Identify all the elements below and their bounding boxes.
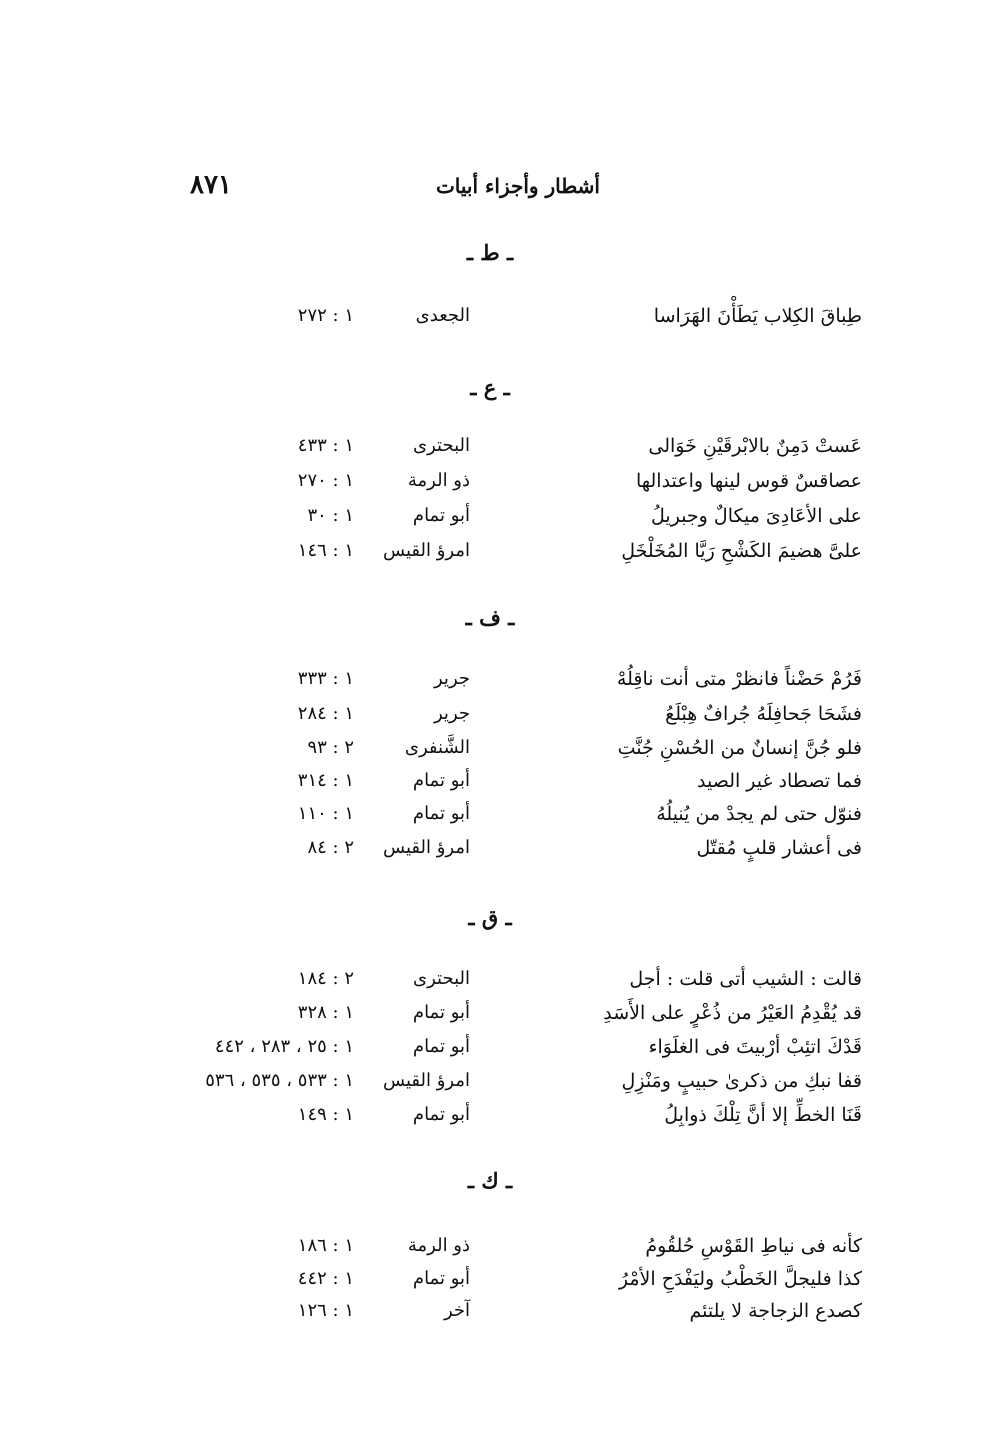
page-header (190, 170, 600, 210)
page-reference: ٢ : ١٨٤ (297, 968, 354, 989)
page-reference: ١ : ١٨٦ (297, 1235, 354, 1256)
poet-name: البحترى (413, 435, 470, 456)
verse-fragment: علىَّ هضيمَ الكَشْحِ رَيَّا المُخَلْخَلِ (621, 540, 862, 562)
index-row (150, 1104, 862, 1134)
verse-fragment: فشَحَا جَحافِلَهُ جُرافٌ هِبْلَعُ (665, 703, 862, 725)
poet-name: البحترى (413, 968, 470, 989)
verse-fragment: كصدع الزجاجة لا يلتئم (689, 1300, 862, 1322)
page-reference: ١ : ١٢٦ (297, 1300, 354, 1321)
poet-name: ذو الرمة (407, 1235, 470, 1256)
poet-name: أبو تمام (412, 1104, 470, 1125)
verse-fragment: قَدْكَ اتئِبْ أرْبيتَ فى الغلَوَاء (648, 1036, 862, 1058)
page-reference: ١ : ٢٧٠ (297, 470, 354, 491)
poet-name: آخر (443, 1300, 470, 1321)
poet-name: أبو تمام (412, 505, 470, 526)
poet-name: جرير (434, 668, 470, 689)
page-reference: ١ : ٣٣٣ (297, 668, 354, 689)
verse-fragment: طِباقَ الكِلاب يَطَأْنَ الهَرَاسا (653, 305, 862, 327)
index-row (150, 540, 862, 570)
page-reference: ١ : ٤٣٣ (297, 435, 354, 456)
poet-name: أبو تمام (412, 770, 470, 791)
page-reference: ١ : ٣٠ (307, 505, 354, 526)
index-row (150, 1268, 862, 1298)
index-row (150, 1002, 862, 1032)
section-heading-fa: ـ ف ـ (465, 605, 515, 630)
index-row (150, 737, 862, 767)
page-reference: ٢ : ٩٣ (307, 737, 354, 758)
page-reference: ١ : ١١٠ (297, 803, 354, 824)
verse-fragment: فنوّل حتى لم يجدْ من يُنيلُهُ (656, 803, 862, 825)
page-reference: ١ : ٢٥ ، ٢٨٣ ، ٤٤٢ (214, 1036, 354, 1057)
page-reference: ١ : ٣١٤ (297, 770, 354, 791)
index-row (150, 803, 862, 833)
index-row (150, 837, 862, 867)
index-row (150, 305, 862, 335)
verse-fragment: قفا نبكِ من ذكرىٰ حبيبٍ ومَنْزِلِ (621, 1070, 862, 1092)
index-row (150, 668, 862, 698)
poet-name: أبو تمام (412, 1268, 470, 1289)
verse-fragment: كذا فليجلَّ الخَطْبُ وليَفْدَحِ الأمْرُ (618, 1268, 862, 1290)
verse-fragment: قالت : الشيب أتى قلت : أجل (629, 968, 862, 990)
verse-fragment: فى أعشار قلبٍ مُقتّل (696, 837, 862, 859)
verse-fragment: عَستْ دَمِنٌ بالابْرقَيْنِ خَوَالى (648, 435, 862, 457)
poet-name: امرؤ القيس (383, 837, 470, 858)
poet-name: أبو تمام (412, 1036, 470, 1057)
page-reference: ١ : ٢٧٢ (297, 305, 354, 326)
poet-name: جرير (434, 703, 470, 724)
running-title: أشطار وأجزاء أبيات (435, 174, 600, 198)
index-row (150, 703, 862, 733)
page-reference: ١ : ٥٣٣ ، ٥٣٥ ، ٥٣٦ (205, 1070, 354, 1091)
section-heading-qaf: ـ ق ـ (468, 905, 512, 930)
verse-fragment: فلو جُنَّ إنسانٌ من الحُسْنِ جُنَّتِ (617, 737, 862, 759)
page-reference: ٢ : ٨٤ (307, 837, 354, 858)
section-heading-kaf: ـ ك ـ (467, 1168, 513, 1193)
verse-fragment: فما تصطاد غير الصيد (697, 770, 862, 792)
page-number: ٨٧١ (190, 170, 232, 200)
index-row (150, 770, 862, 800)
index-row (150, 435, 862, 465)
section-heading-ain: ـ ع ـ (470, 375, 510, 400)
page-reference: ١ : ١٤٦ (297, 540, 354, 561)
index-row (150, 1235, 862, 1265)
verse-fragment: فَرُمْ حَضْناً فانظرْ متى أنت ناقِلُهْ (616, 668, 862, 690)
poet-name: الجعدى (415, 305, 470, 326)
verse-fragment: قد يُقْدِمُ العَيْرُ من ذُعْرٍ على الأَسَدِ (603, 1002, 862, 1024)
index-row (150, 1070, 862, 1100)
page-reference: ١ : ٤٤٢ (297, 1268, 354, 1289)
poet-name: أبو تمام (412, 803, 470, 824)
index-row (150, 505, 862, 535)
index-row (150, 1036, 862, 1066)
index-row (150, 1300, 862, 1330)
index-row (150, 968, 862, 998)
section-heading-ta: ـ ط ـ (466, 240, 514, 265)
page-reference: ١ : ١٤٩ (297, 1104, 354, 1125)
verse-fragment: كأنه فى نياطِ القَوْسِ حُلقُومُ (645, 1235, 862, 1257)
verse-fragment: على الأعَادِىَ ميكالٌ وجبريلُ (651, 505, 862, 527)
poet-name: امرؤ القيس (383, 1070, 470, 1091)
poet-name: أبو تمام (412, 1002, 470, 1023)
page-reference: ١ : ٢٨٤ (297, 703, 354, 724)
index-row (150, 470, 862, 500)
poet-name: الشَّنفرى (404, 737, 470, 758)
verse-fragment: قَنَا الخطِّ إلا أنَّ تِلْكَ ذوابِلُ (664, 1104, 862, 1126)
poet-name: امرؤ القيس (383, 540, 470, 561)
poet-name: ذو الرمة (407, 470, 470, 491)
verse-fragment: عصاقسٌ قوس لينها واعتدالها (635, 470, 862, 492)
page-reference: ١ : ٣٢٨ (297, 1002, 354, 1023)
